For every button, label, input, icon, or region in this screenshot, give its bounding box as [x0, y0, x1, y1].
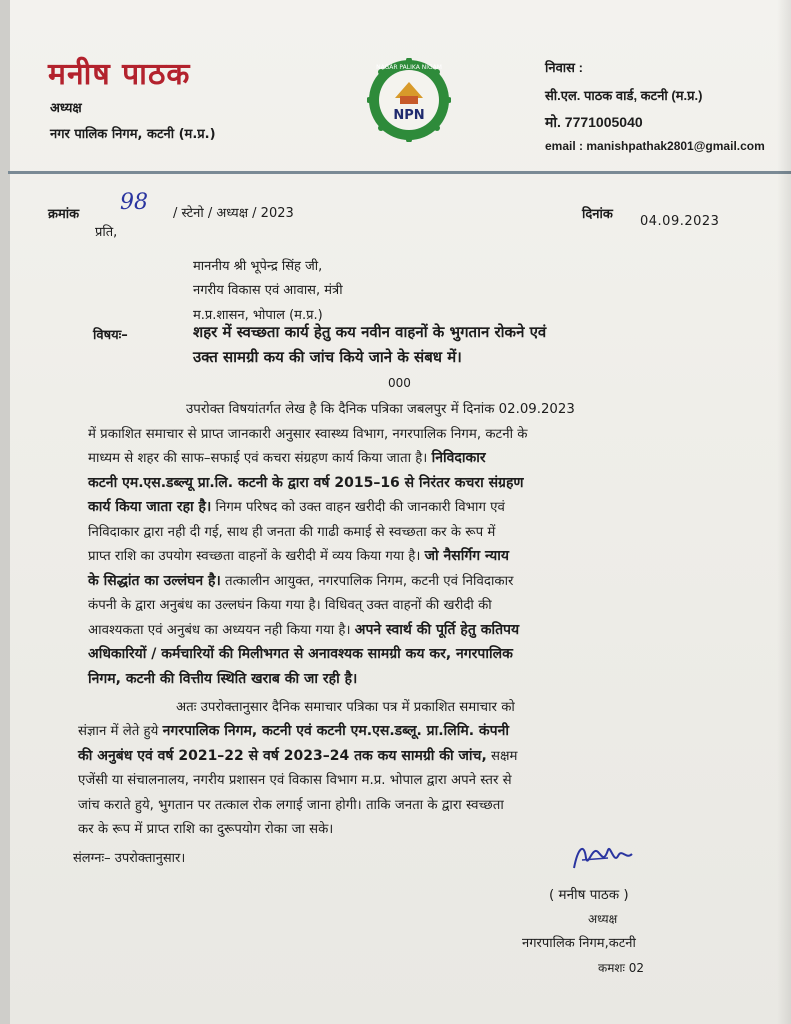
paper-shadow: [777, 0, 791, 1024]
address-line: सी.एल. पाठक वार्ड, कटनी (म.प्र.): [545, 88, 703, 103]
body-line: संज्ञान में लेते हुये नगरपालिक निगम, कटनी एवं कटनी एम.एस.डब्लू. प्रा.लिमि. कंपनी: [78, 723, 509, 739]
signatory-organization: नगरपालिक निगम,कटनी: [522, 936, 636, 951]
logo-text: NPN: [393, 108, 425, 123]
body-line: कटनी एम.एस.डब्ल्यू प्रा.लि. कटनी के द्वारा वर्ष 2015–16 से निरंतर कचरा संग्रहण: [88, 475, 524, 491]
letterhead-title: अध्यक्ष: [50, 101, 82, 116]
letterhead-organization: नगर पालिक निगम, कटनी (म.प्र.): [50, 127, 216, 142]
body-line: कंपनी के द्वारा अनुबंध का उल्लघंन किया गया है। विधिवत् उक्त वाहनों की खरीदी की: [88, 598, 492, 613]
phone-number: मो. 7771005040: [545, 114, 643, 130]
recipient-to-label: प्रति,: [95, 225, 118, 240]
letterhead-name: मनीष पाठक: [48, 57, 191, 92]
paper-edge: [0, 0, 10, 1024]
body-line: कर के रूप में प्राप्त राशि का दुरूपयोग रोका जा सके।: [78, 822, 334, 837]
body-line: कार्य किया जाता रहा है। निगम परिषद को उक्त वाहन खरीदी की जानकारी विभाग एवं: [88, 499, 505, 515]
date-value: 04.09.2023: [640, 214, 720, 229]
body-line: अतः उपरोक्तानुसार दैनिक समाचार पत्रिका पत्र में प्रकाशित समाचार को: [176, 700, 515, 715]
subject-label: विषयः–: [93, 328, 128, 343]
address-label: निवास :: [545, 60, 583, 75]
body-line: में प्रकाशित समाचार से प्राप्त जानकारी अनुसार स्वास्थ्य विभाग, नगरपालिक निगम, कटनी के: [88, 427, 528, 442]
body-line: उपरोक्त विषयांतर्गत लेख है कि दैनिक पत्रिका जबलपुर में दिनांक 02.09.2023: [186, 402, 575, 417]
separator: 000: [388, 376, 411, 390]
continuation-note: कमशः 02: [598, 961, 645, 975]
subject-line: शहर में स्वच्छता कार्य हेतु कय नवीन वाहनों के भुगतान रोकने एवं: [193, 323, 547, 341]
reference-label: क्रमांक: [48, 207, 80, 222]
header-divider: [8, 171, 791, 174]
body-line: प्राप्त राशि का उपयोग स्वच्छता वाहनों के खरीदी में व्यय किया गया है। जो नैसर्गिग न्याय: [88, 548, 510, 564]
enclosure-line: संलग्नः– उपरोक्तानुसार।: [73, 851, 186, 866]
subject-line: उक्त सामग्री कय की जांच किये जाने के संबध में।: [193, 348, 462, 366]
reference-suffix: / स्टेनो / अध्यक्ष / 2023: [173, 206, 294, 221]
date-label: दिनांक: [582, 207, 613, 222]
body-line: के सिद्धांत का उल्लंघन है। तत्कालीन आयुक्त, नगरपालिक निगम, कटनी एवं निविदाकार: [88, 573, 514, 589]
reference-number: 98: [120, 190, 148, 215]
handwritten-signature: [568, 838, 636, 874]
signatory-name: ( मनीष पाठक ): [549, 887, 629, 903]
body-line: निविदाकार द्वारा नही दी गई, साथ ही जनता की गाढी कमाई से स्वच्छता कर के रूप में: [88, 525, 496, 540]
npn-logo: [367, 58, 451, 142]
recipient-line: म.प्र.शासन, भोपाल (म.प्र.): [193, 308, 323, 323]
logo-ring-text: NAGAR PALIKA NIGAM: [376, 64, 442, 71]
email-address: email : manishpathak2801@gmail.com: [545, 139, 765, 153]
body-line: एजेंसी या संचालनालय, नगरीय प्रशासन एवं विकास विभाग म.प्र. भोपाल द्वारा अपने स्तर से: [78, 773, 512, 788]
body-line: माध्यम से शहर की साफ–सफाई एवं कचरा संग्रहण कार्य किया जाता है। निविदाकार: [88, 450, 486, 466]
body-line: आवश्यकता एवं अनुबंध का अध्ययन नही किया गया है। अपने स्वार्थ की पूर्ति हेतु कतिपय: [88, 622, 520, 638]
recipient-line: नगरीय विकास एवं आवास, मंत्री: [193, 283, 343, 298]
logo-emblem-base: [400, 96, 418, 104]
body-line: निगम, कटनी की वित्तीय स्थिति खराब की जा रही है।: [88, 671, 358, 687]
body-line: अधिकारियों / कर्मचारियों की मिलीभगत से अनावश्यक सामग्री कय कर, नगरपालिक: [88, 646, 513, 662]
body-line: जांच कराते हुये, भुगतान पर तत्काल रोक लगाई जाना होगी। ताकि जनता के द्वारा स्वच्छता: [78, 798, 504, 813]
body-line: की अनुबंध एवं वर्ष 2021–22 से वर्ष 2023–24 तक कय सामग्री की जांच, सक्षम: [78, 748, 518, 764]
recipient-line: माननीय श्री भूपेन्द्र सिंह जी,: [193, 259, 323, 274]
signatory-title: अध्यक्ष: [588, 912, 618, 926]
